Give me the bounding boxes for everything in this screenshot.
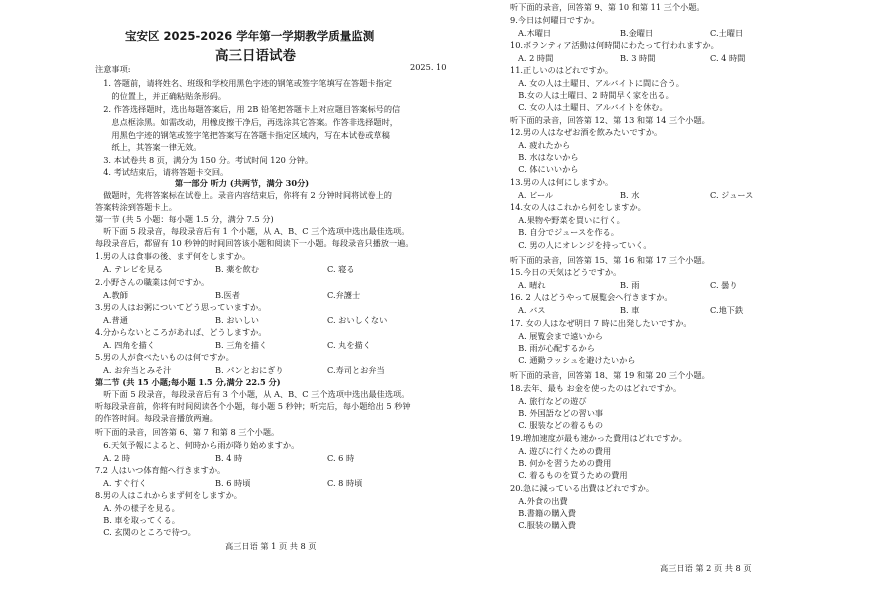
q15-option-a: A. 晴れ	[518, 280, 546, 290]
q9-option-b: B.金曜日	[620, 28, 654, 38]
q19-option-b: B. 何かを習うための費用	[510, 458, 612, 468]
section2-heading: 第二节 (共 15 小题;每小题 1.5 分,满分 22.5 分)	[95, 377, 281, 387]
exam-subtitle: 高三日语试卷	[215, 48, 296, 64]
q14-option-b: B. 自分でジュースを作る。	[510, 227, 619, 237]
question-2: 2.小野さんの職業は何ですか。	[95, 277, 210, 287]
question-12: 12.男の人はなぜお酒を飲みたいですか。	[510, 127, 663, 137]
q19-option-a: A. 遊びに行くための費用	[510, 446, 612, 456]
question-4: 4.分からないところがあれば、どうしますか。	[95, 327, 267, 337]
question-10: 10.ボランティア活動は何時間にわたって行われますか。	[510, 40, 719, 50]
notice-line: 用黑色字迹的钢笔或签字笔把答案写在答题卡指定区域内，写在本试卷或草稿	[95, 130, 390, 140]
instruction-line: 做题时，先将答案标在试卷上。录音内容结束后，你将有 2 分钟时间将试卷上的	[95, 190, 392, 200]
question-13: 13.男の人は何にしますか。	[510, 177, 614, 187]
question-6: 6.天気予報によると、何時から雨が降り始めますか。	[95, 440, 300, 450]
q8-option-c: C. 玄関のところで待つ。	[95, 527, 196, 537]
q10-option-c: C. 4 時間	[710, 53, 746, 63]
q5-option-b: B. パンとおにぎり	[215, 365, 284, 375]
instruction-line: 听下面 5 段录音，每段录音后有 3 个小题，从 A、B、C 三个选项中选出最佳选项。	[95, 389, 410, 399]
q4-option-c: C. 丸を描く	[327, 340, 371, 350]
q12-option-b: B. 水はないから	[510, 152, 579, 162]
q6-option-c: C. 6 時	[327, 453, 355, 463]
q16-option-c: C.地下鉄	[710, 305, 744, 315]
question-7: 7.2 人はいつ体育館へ行きますか。	[95, 465, 226, 475]
group-instruction: 听下面的录音，回答第 6、第 7 和第 8 三个小题。	[95, 427, 280, 437]
q5-option-a: A. お弁当とみそ汁	[103, 365, 172, 375]
page-footer: 高三日语 第 1 页 共 8 页	[225, 541, 317, 551]
question-20: 20.急に減っている出費はどれですか。	[510, 483, 655, 493]
q12-option-c: C. 体にいいから	[510, 164, 579, 174]
q20-option-b: B.書籍の購入費	[510, 508, 576, 518]
notice-line: 的位置上，并正确粘贴条形码。	[95, 91, 227, 101]
q3-option-a: A.普通	[103, 315, 128, 325]
q12-option-a: A. 疲れたから	[510, 140, 571, 150]
notice-line: 3. 本试卷共 8 页，满分为 150 分。考试时间 120 分钟。	[95, 155, 314, 165]
instruction-line: 听每段录音前，你将有时间阅读各个小题，每小题 5 秒钟；听完后，每小题给出 5 秒钟	[95, 401, 411, 411]
question-18: 18.去年、最も お金を使ったのはどれですか。	[510, 383, 682, 393]
question-8: 8.男の人はこれからまず何をしますか。	[95, 490, 242, 500]
question-3: 3.男の人はお粥についてどう思っていますか。	[95, 302, 267, 312]
q13-option-c: C. ジュース	[710, 190, 754, 200]
q9-option-c: C.土曜日	[710, 28, 744, 38]
q10-option-a: A. 2 時間	[518, 53, 554, 63]
q2-option-b: B.医者	[215, 290, 240, 300]
notice-line: 息点框涂黑。如需改动，用橡皮擦干净后，再选涂其它答案。作答非选择题时，	[95, 117, 398, 127]
question-16: 16. 2 人はどうやって展覧会へ行きますか。	[510, 292, 673, 302]
notice-line: 1. 答题前，请将姓名、班级和学校用黑色字迹的钢笔或签字笔填写在答题卡指定	[95, 78, 392, 88]
group-instruction: 听下面的录音，回答第 18、第 19 和第 20 三个小题。	[510, 370, 710, 380]
q11-option-a: A. 女の人は土曜日、アルバイトに間に合う。	[510, 78, 684, 88]
q16-option-a: A. バス	[518, 305, 546, 315]
q7-option-a: A. すぐ行く	[103, 478, 147, 488]
exam-page-2	[510, 0, 855, 615]
q6-option-b: B. 4 時	[215, 453, 243, 463]
q11-option-c: C. 女の人は土曜日、アルバイトを休む。	[510, 102, 668, 112]
question-17: 17. 女の人はなぜ明日 7 時に出発したいですか。	[510, 318, 692, 328]
notice-line: 纸上，其答案一律无效。	[95, 142, 202, 152]
q13-option-a: A. ビール	[518, 190, 554, 200]
q10-option-b: B. 3 時間	[620, 53, 656, 63]
q8-option-b: B. 車を取ってくる。	[95, 515, 180, 525]
group-instruction: 听下面的录音，回答第 12、第 13 和第 14 三个小题。	[510, 115, 710, 125]
notice-line: 2. 作答选择题时，选出每题答案后，用 2B 铅笔把答题卡上对应题目答案标号的信	[95, 104, 401, 114]
q15-option-b: B. 雨	[620, 280, 640, 290]
group-instruction: 听下面的录音，回答第 9、第 10 和第 11 三个小题。	[510, 2, 705, 12]
question-14: 14.女の人はこれから何をしますか。	[510, 202, 646, 212]
q7-option-c: C. 8 時頃	[327, 478, 363, 488]
q19-option-c: C. 着るものを買うための費用	[510, 470, 628, 480]
q17-option-b: B. 雨が心配するから	[510, 343, 595, 353]
q15-option-c: C. 曇り	[710, 280, 738, 290]
q20-option-c: C.服装の購入費	[510, 520, 576, 530]
q1-option-c: C. 寝る	[327, 264, 355, 274]
part1-heading: 第一部分 听力 (共两节，满分 30分)	[175, 178, 310, 188]
section1-heading: 第一节 (共 5 小题：每小题 1.5 分，满分 7.5 分)	[95, 214, 274, 224]
q13-option-b: B. 水	[620, 190, 640, 200]
exam-title: 宝安区 2025-2026 学年第一学期教学质量监测	[125, 29, 375, 43]
q16-option-b: B. 車	[620, 305, 640, 315]
question-1: 1.男の人は食事の後、まず何をしますか。	[95, 251, 251, 261]
q18-option-b: B. 外国語などの習い事	[510, 408, 604, 418]
q17-option-a: A. 展覧会まで遠いから	[510, 331, 603, 341]
instruction-line: 答案转涂到答题卡上。	[95, 202, 177, 212]
exam-date: 2025. 10	[410, 62, 447, 72]
question-9: 9.今日は何曜日ですか。	[510, 15, 600, 25]
q3-option-c: C. おいしくない	[327, 315, 388, 325]
q4-option-a: A. 四角を描く	[103, 340, 156, 350]
q4-option-b: B. 三角を描く	[215, 340, 268, 350]
q18-option-a: A. 旅行などの遊び	[510, 396, 587, 406]
instruction-line: 听下面 5 段录音，每段录音后有 1 个小题，从 A、B、C 三个选项中选出最佳选项。	[95, 226, 410, 236]
q8-option-a: A. 外の様子を見る。	[95, 503, 180, 513]
q18-option-c: C. 服装などの着るもの	[510, 420, 604, 430]
instruction-line: 的作答时间。每段录音播放两遍。	[95, 413, 218, 423]
instruction-line: 每段录音后，都留有 10 秒钟的时间回答该小题和阅读下一小题。每段录音只播放一遍。	[95, 238, 414, 248]
group-instruction: 听下面的录音，回答第 15、第 16 和第 17 三个小题。	[510, 255, 710, 265]
question-5: 5.男の人が食べたいものは何ですか。	[95, 352, 234, 362]
q11-option-b: B.女の人は土曜日、2 時間早く家を出る。	[510, 90, 674, 100]
q5-option-c: C.寿司とお弁当	[327, 365, 385, 375]
q7-option-b: B. 6 時頃	[215, 478, 251, 488]
q9-option-a: A.木曜日	[518, 28, 552, 38]
question-15: 15.今日の天気はどうですか。	[510, 267, 622, 277]
q14-option-a: A.果物や野菜を買いに行く。	[510, 215, 625, 225]
exam-page-1	[95, 0, 445, 615]
q20-option-a: A.外食の出費	[510, 496, 568, 506]
q14-option-c: C. 男の人にオレンジを持っていく。	[510, 240, 652, 250]
page-footer: 高三日语 第 2 页 共 8 页	[660, 563, 752, 573]
notice-line: 4. 考试结束后，请将答题卡交回。	[95, 167, 229, 177]
q2-option-a: A.教師	[103, 290, 128, 300]
q3-option-b: B. おいしい	[215, 315, 259, 325]
question-11: 11.正しいのはどれですか。	[510, 65, 614, 75]
notice-heading: 注意事项:	[95, 64, 131, 74]
question-19: 19.増加速度が最も速かった費用はどれですか。	[510, 433, 687, 443]
q1-option-a: A. テレビを見る	[103, 264, 164, 274]
q17-option-c: C. 通勤ラッシュを避けたいから	[510, 355, 636, 365]
q1-option-b: B. 薬を飲む	[215, 264, 259, 274]
q6-option-a: A. 2 時	[103, 453, 131, 463]
q2-option-c: C.弁護士	[327, 290, 361, 300]
